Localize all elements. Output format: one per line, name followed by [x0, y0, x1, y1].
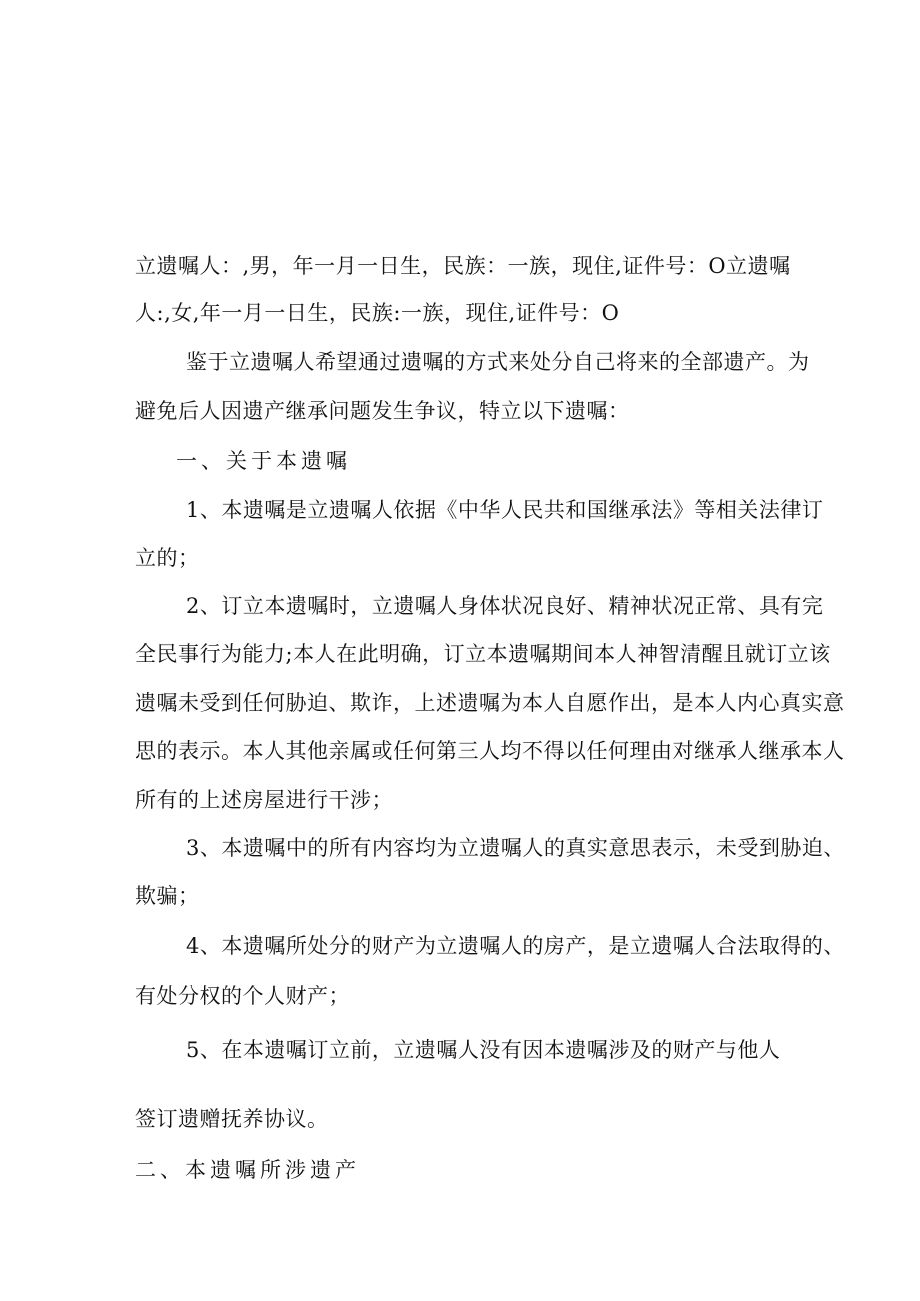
clause-2-line-4: 思的表示。本人其他亲属或任何第三人均不得以任何理由对继承人继承本人	[135, 739, 845, 763]
clause-5-line-2: 签订遗赠抚养协议。	[135, 1107, 329, 1131]
section-heading-2: 二、本遗嘱所涉遗产	[135, 1158, 360, 1182]
clause-2-line-5: 所有的上述房屋进行干涉；	[135, 788, 393, 812]
preamble-line-2: 避免后人因遗产继承问题发生争议，特立以下遗嘱：	[135, 399, 630, 423]
testator-line-2: 人:,女,年一月一日生，民族:一族，现住,证件号：O	[135, 301, 620, 325]
section-heading-1: 一、关于本遗嘱	[176, 449, 351, 473]
clause-2-line-1: 2、订立本遗嘱时，立遗嘱人身体状况良好、精神状况正常、具有完	[186, 594, 824, 618]
clause-4-line-2: 有处分权的个人财产；	[135, 984, 350, 1008]
preamble-line-1: 鉴于立遗嘱人希望通过遗嘱的方式来处分自己将来的全部遗产。为	[186, 350, 810, 374]
clause-3-line-1: 3、本遗嘱中的所有内容均为立遗嘱人的真实意思表示，未受到胁迫、	[186, 836, 845, 860]
clause-2-line-3: 遗嘱未受到任何胁迫、欺诈，上述遗嘱为本人自愿作出，是本人内心真实意	[135, 691, 845, 715]
clause-2-line-2: 全民事行为能力;本人在此明确，订立本遗嘱期间本人神智清醒且就订立该	[135, 642, 831, 666]
testator-line-1: 立遗嘱人：,男，年一月一日生，民族：一族，现住,证件号：O立遗嘱	[135, 254, 791, 278]
clause-1-line-2: 立的；	[135, 546, 200, 570]
clause-1-line-1: 1、本遗嘱是立遗嘱人依据《中华人民共和国继承法》等相关法律订	[186, 498, 824, 522]
clause-4-line-1: 4、本遗嘱所处分的财产为立遗嘱人的房产，是立遗嘱人合法取得的、	[186, 934, 845, 958]
clause-3-line-2: 欺骗；	[135, 884, 200, 908]
clause-5-line-1: 5、在本遗嘱订立前，立遗嘱人没有因本遗嘱涉及的财产与他人	[186, 1038, 781, 1062]
